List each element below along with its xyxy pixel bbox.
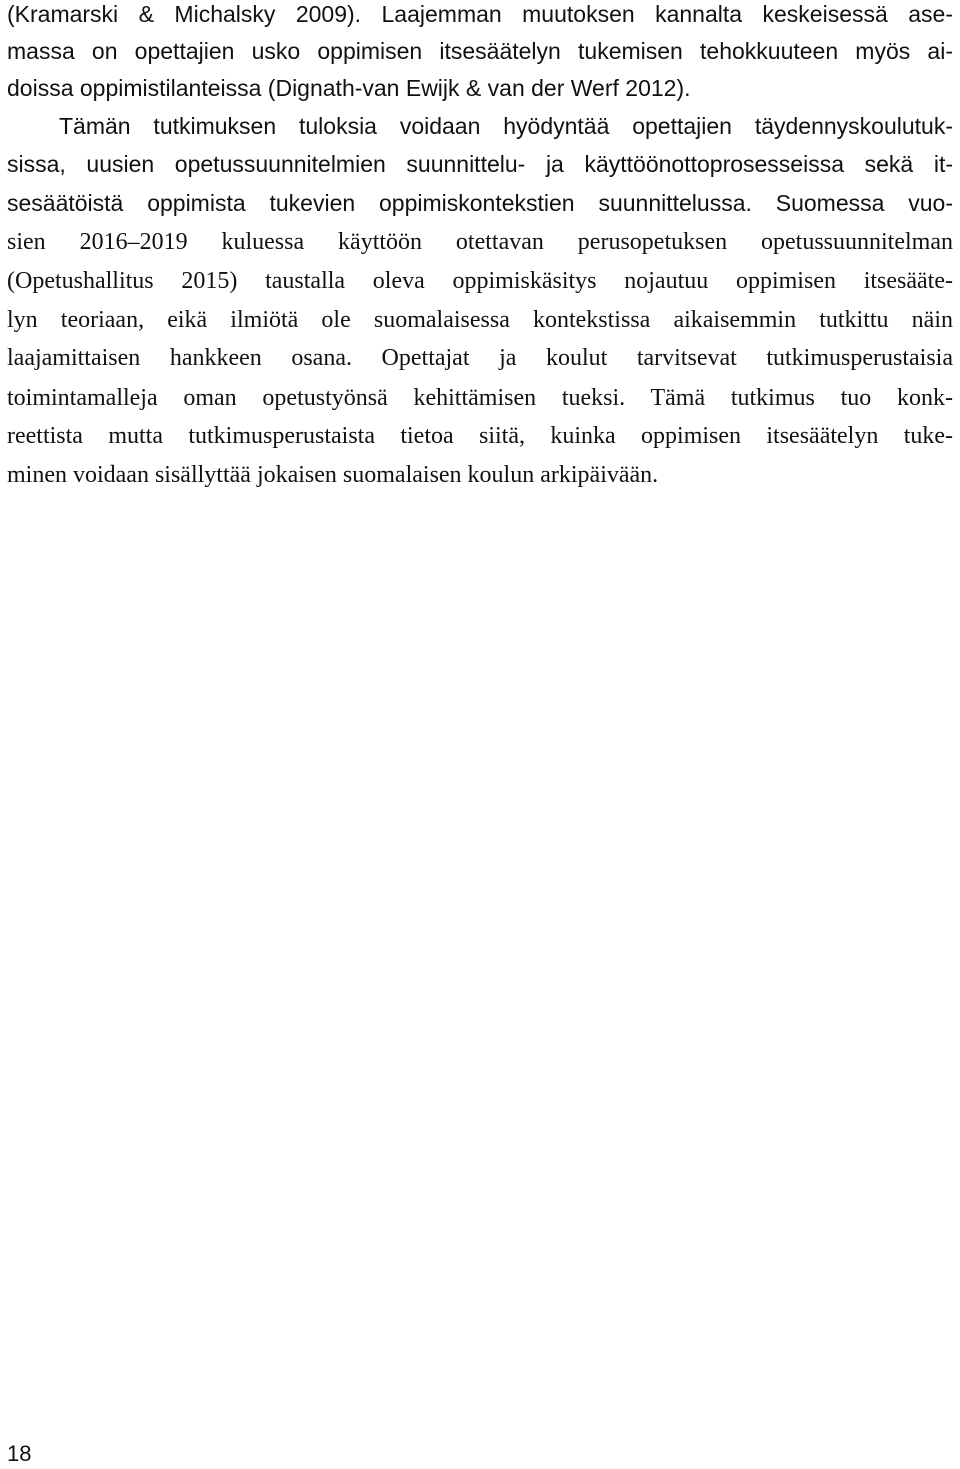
paragraph-2-line-9: reettista mutta tutkimusperustaista tietoa siitä, kuinka oppimisen itsesäätelyn tuke- [7,423,953,449]
paragraph-2-line-5: (Opetushallitus 2015) taustalla oleva oppimiskäsitys nojautuu oppimisen itsesääte- [7,268,953,294]
paragraph-2-line-7: laajamittaisen hankkeen osana. Opettajat ja koulut tarvitsevat tutkimusperustaisia [7,345,953,371]
paragraph-2-line-2: sissa, uusien opetussuunnitelmien suunnittelu- ja käyttöönottoprosesseissa sekä it- [7,151,953,177]
paragraph-1-line-3: doissa oppimistilanteissa (Dignath-van Ewijk & van der Werf 2012). [7,75,691,101]
page-number: 18 [7,1441,32,1466]
paragraph-2-line-1: Tämän tutkimuksen tuloksia voidaan hyödyntää opettajien täydennyskoulutuk- [59,113,953,139]
paragraph-2-line-4: sien 2016–2019 kuluessa käyttöön otettavan perusopetuksen opetussuunnitelman [7,229,953,255]
paragraph-2-line-8: toimintamalleja oman opetustyönsä kehittämisen tueksi. Tämä tutkimus tuo konk- [7,385,953,411]
paragraph-2-line-10: minen voidaan sisällyttää jokaisen suomalaisen koulun arkipäivään. [7,462,659,488]
paragraph-1-line-1: (Kramarski & Michalsky 2009). Laajemman muutoksen kannalta keskeisessä ase- [7,1,953,27]
paragraph-1-line-2: massa on opettajien usko oppimisen itsesäätelyn tukemisen tehokkuuteen myös ai- [7,38,953,64]
paragraph-2-line-3: sesäätöistä oppimista tukevien oppimiskontekstien suunnittelussa. Suomessa vuo- [7,190,953,216]
paragraph-2-line-6: lyn teoriaan, eikä ilmiötä ole suomalaisessa kontekstissa aikaisemmin tutkittu näin [7,307,953,333]
